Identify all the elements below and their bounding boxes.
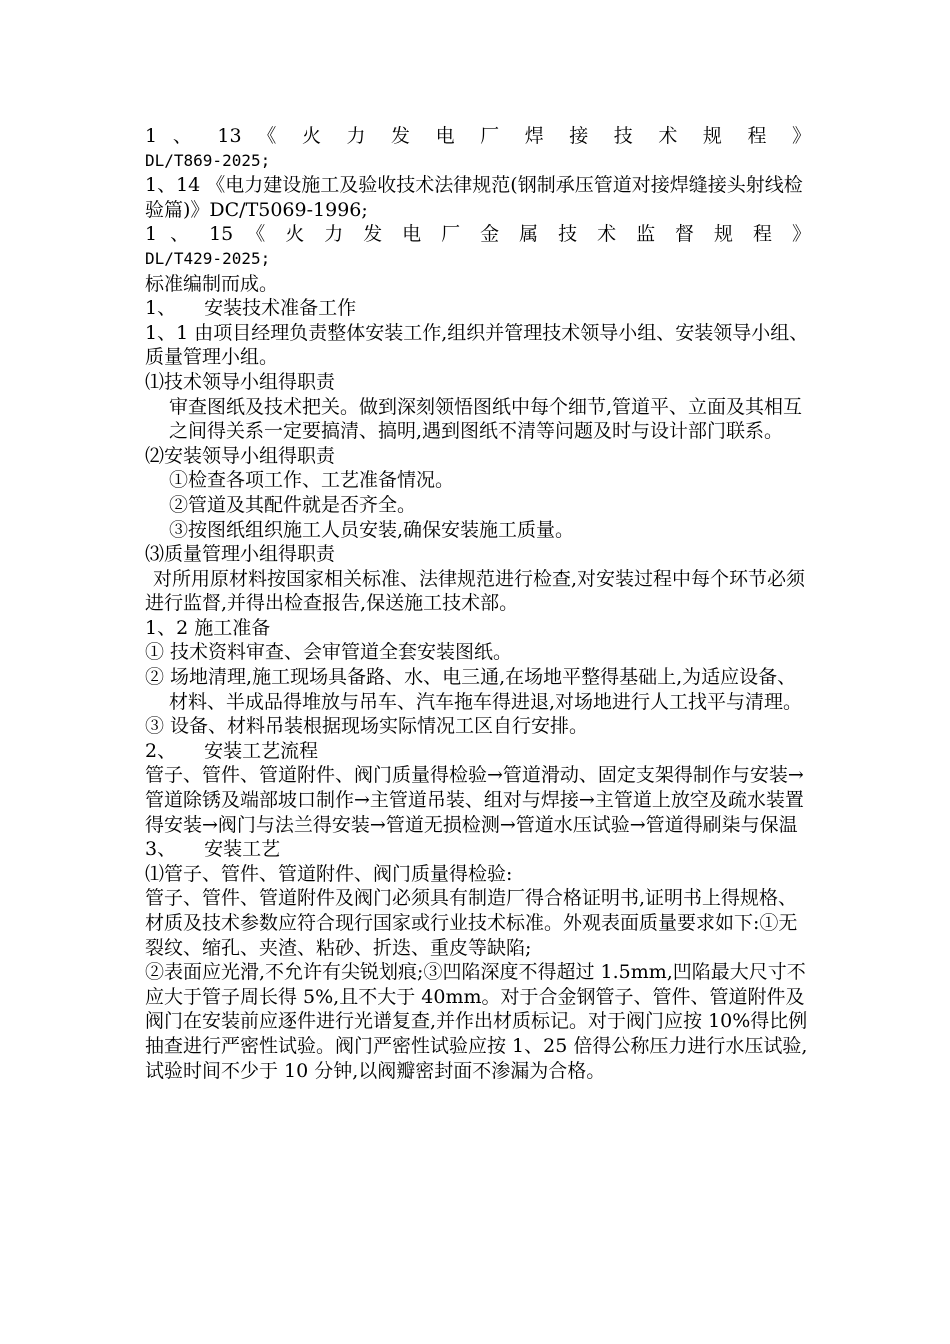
heading-number: 2、: [145, 739, 177, 762]
subheading-install-group: ⑵安装领导小组得职责: [145, 444, 336, 467]
paragraph-1-1: 1、1 由项目经理负责整体安装工作,组织并管理技术领导小组、安装领导小组、质量管理小组。: [145, 321, 809, 369]
prep-item: ③ 设备、材料吊装根据现场实际情况工区自行安排。: [145, 715, 589, 738]
inspection-body-2: ②表面应光滑,不允许有尖锐划痕;③凹陷深度不得超过 1.5mm,凹陷最大尺寸不应大于管子周长得 5%,且不大于 40mm。对于合金钢管子、管件、管道附件及阀门在安装前应逐件进行光谱复查,并作出材质标记。对于阀门应按 10%得比例抽查进行严密性试验。阀门严密性试验应按 1、25 倍得公称压力进行水压试验,试验时间不少于 10 分钟,以阀瓣密封面不渗漏为合格。: [145, 961, 808, 1082]
subheading-quality-group: ⑶质量管理小组得职责: [145, 543, 336, 566]
heading-number: 1、: [145, 297, 177, 320]
standard-code-1-5: DL/T429-2025;: [145, 248, 271, 268]
heading-section-3: [145, 837, 811, 862]
standard-line-1-3: 1 、 13 《 火 力 发 电 厂 焊 接 技 术 规 程 》: [145, 125, 811, 147]
standard-code-1-3: DL/T869-2025;: [145, 150, 271, 170]
install-group-item: ②管道及其配件就是否齐全。: [169, 493, 417, 516]
document-body: [145, 124, 811, 1083]
heading-title: 安装工艺流程: [204, 739, 319, 762]
heading-title: 安装技术准备工作: [204, 297, 357, 320]
standard-line-1-5: 1 、 15 《 火 力 发 电 厂 金 属 技 术 监 督 规 程 》: [145, 223, 811, 246]
subheading-tech-group: ⑴技术领导小组得职责: [145, 370, 336, 393]
heading-title: 安装工艺: [204, 838, 281, 861]
standard-closing: 标准编制而成。: [145, 272, 279, 295]
prep-item: ② 场地清理,施工现场具备路、水、电三通,在场地平整得基础上,为适应设备、材料、半成品得堆放与吊车、汽车拖车得进退,对场地进行人工找平与清理。: [145, 666, 803, 713]
heading-number: 3、: [145, 838, 177, 861]
process-flow: 管子、管件、管道附件、阀门质量得检验→管道滑动、固定支架得制作与安装→管道除锈及端部坡口制作→主管道吊装、组对与焊接→主管道上放空及疏水装置得安装→阀门与法兰得安装→管道无损检测→管道水压试验→管道得刷柒与保温: [145, 764, 804, 836]
subheading-inspection: ⑴管子、管件、管道附件、阀门质量得检验:: [145, 862, 513, 885]
paragraph-1-2: 1、2 施工准备: [145, 616, 271, 639]
quality-group-duties: 对所用原材料按国家相关标准、法律规范进行检查,对安装过程中每个环节必须进行监督,并得出检查报告,保送施工技术部。: [145, 567, 806, 615]
heading-section-1: [145, 296, 811, 321]
heading-section-2: [145, 739, 811, 764]
standard-line-1-4: 1、14 《电力建设施工及验收技术法律规范(钢制承压管道对接焊缝接头射线检验篇)》DC/T5069-1996;: [145, 174, 803, 221]
install-group-item: ①检查各项工作、工艺准备情况。: [169, 469, 455, 492]
install-group-item: ③按图纸组织施工人员安装,确保安装施工质量。: [169, 518, 575, 541]
prep-item: ① 技术资料审查、会审管道全套安装图纸。: [145, 641, 513, 664]
inspection-body-1: 管子、管件、管道附件及阀门必须具有制造厂得合格证明书,证明书上得规格、材质及技术参数应符合现行国家或行业技术标准。外观表面质量要求如下:①无裂纹、缩孔、夹渣、粘砂、折迭、重皮等缺陷;: [145, 887, 798, 959]
tech-group-duties: 审查图纸及技术把关。做到深刻领悟图纸中每个细节,管道平、立面及其相互之间得关系一定要搞清、搞明,遇到图纸不清等问题及时与设计部门联系。: [169, 395, 803, 443]
